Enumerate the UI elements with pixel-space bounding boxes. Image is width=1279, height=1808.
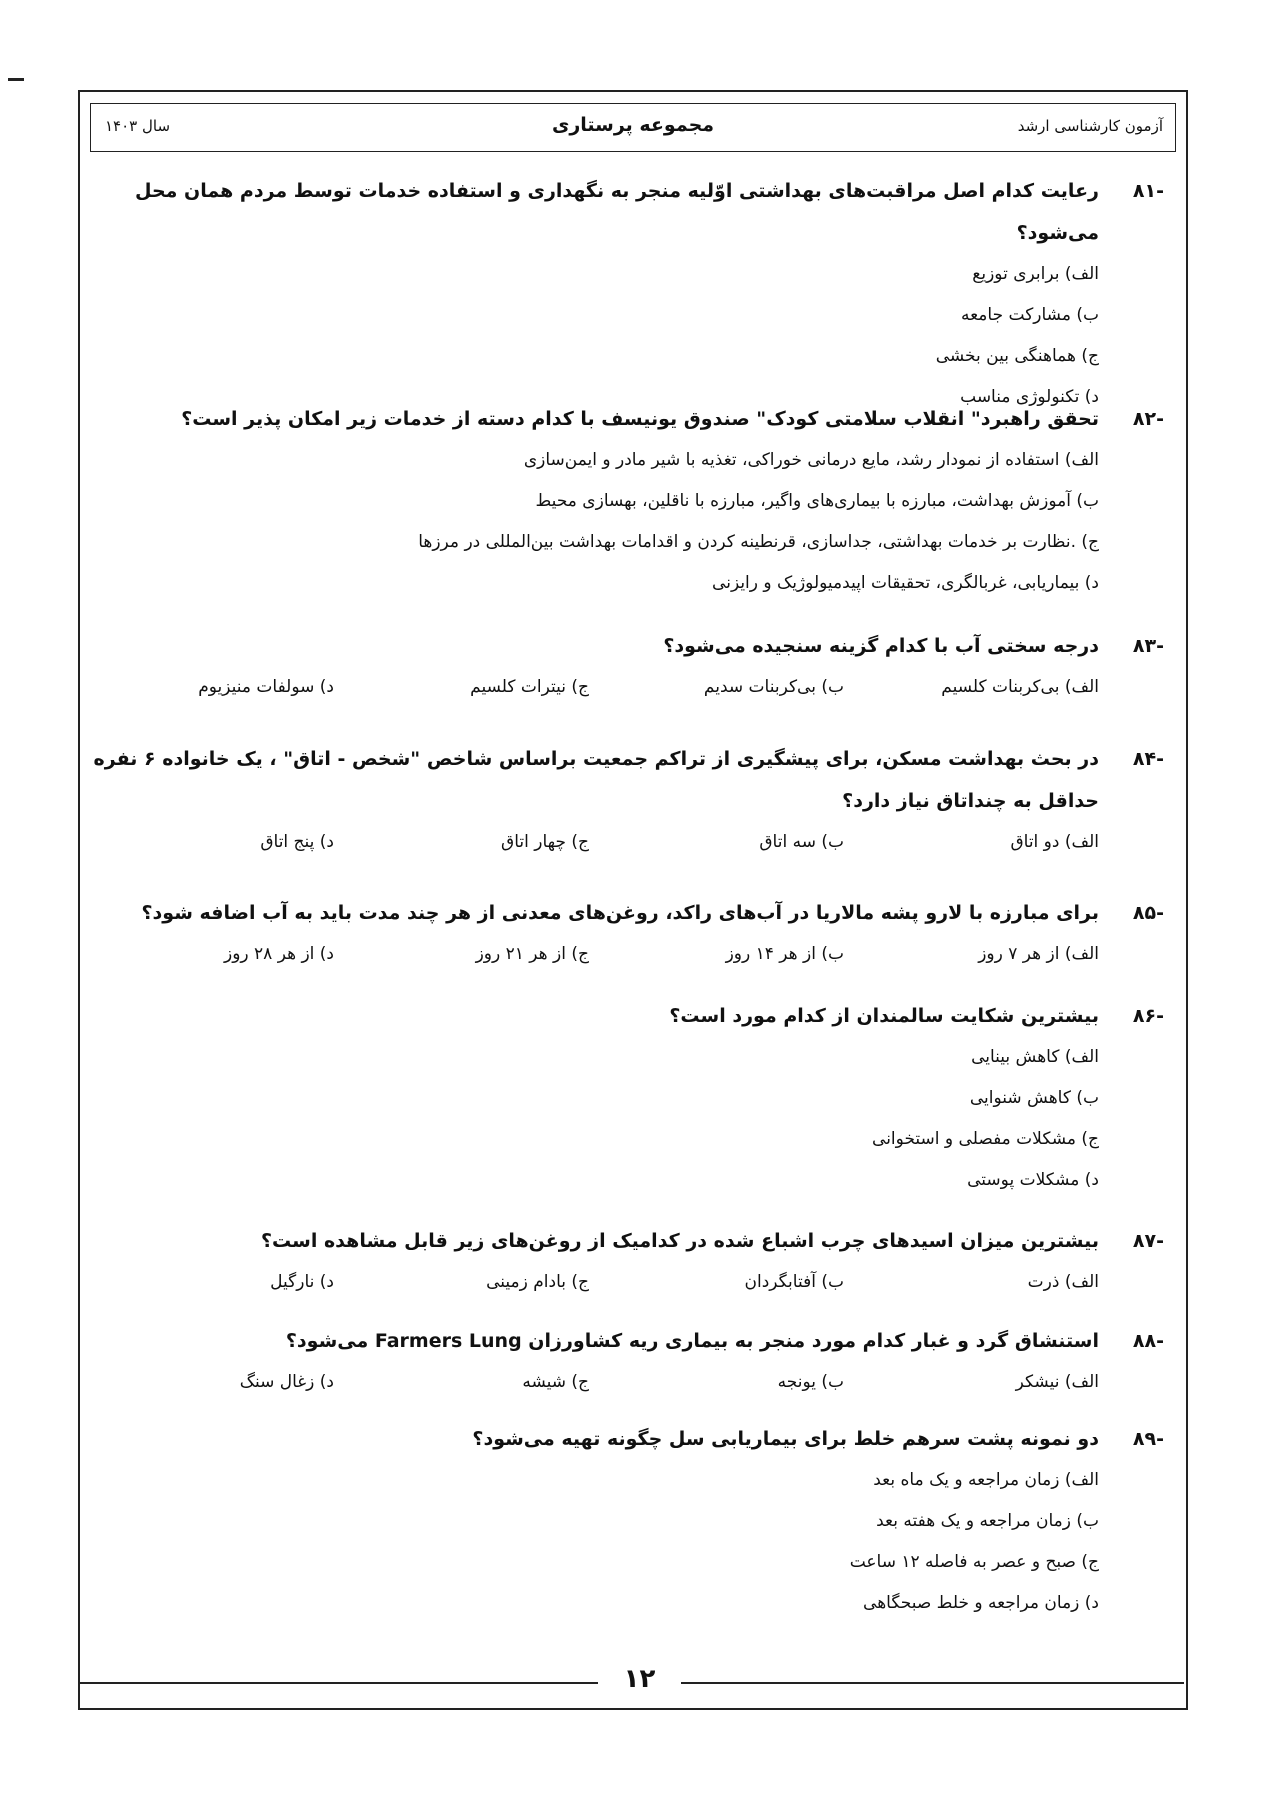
option: ج) بادام زمینی <box>486 1272 589 1292</box>
option: د) زغال سنگ <box>239 1372 334 1392</box>
option: د) از هر ۲۸ روز <box>223 944 334 964</box>
question-text: رعایت کدام اصل مراقبت‌های بهداشتی اوّلیه منجر به نگهداری و استفاده خدمات توسط مردم همان محل می‌شود؟ <box>135 180 1099 244</box>
option: ج) هماهنگی بین بخشی <box>935 346 1099 366</box>
question-86 <box>90 995 1164 1201</box>
option: الف) نیشکر <box>1015 1372 1099 1392</box>
option: د) نارگیل <box>270 1272 334 1292</box>
question-number: -۸۷ <box>1132 1230 1164 1252</box>
exam-year: سال ۱۴۰۳ <box>105 117 171 135</box>
question-87 <box>90 1220 1164 1303</box>
option: ب) یونجه <box>777 1372 844 1392</box>
question-text: استنشاق گرد و غبار کدام مورد منجر به بیماری ریه کشاورزان Farmers Lung می‌شود؟ <box>285 1330 1099 1352</box>
option: ج) شیشه <box>522 1372 589 1392</box>
question-number: -۸۴ <box>1132 748 1164 770</box>
option: الف) دو اتاق <box>1010 832 1099 852</box>
option: ج) .نظارت بر خدمات بهداشتی، جداسازی، قرنطینه کردن و اقدامات بهداشت بین‌المللی در مرزها <box>418 532 1099 552</box>
option: ج) نیترات کلسیم <box>470 677 589 697</box>
question-text: در بحث بهداشت مسکن، برای پیشگیری از تراکم جمعیت براساس شاخص "شخص - اتاق" ، یک خانواده ۶ نفره حداقل به چنداتاق نیاز دارد؟ <box>93 748 1099 812</box>
question-number: -۸۵ <box>1132 902 1164 924</box>
question-81 <box>90 170 1164 418</box>
question-text: درجه سختی آب با کدام گزینه سنجیده می‌شود؟ <box>663 635 1099 657</box>
option: ج) از هر ۲۱ روز <box>475 944 589 964</box>
option: د) زمان مراجعه و خلط صبحگاهی <box>863 1593 1099 1613</box>
option: د) تکنولوژی مناسب <box>960 387 1099 407</box>
question-number: -۸۳ <box>1132 635 1164 657</box>
question-83 <box>90 625 1164 708</box>
page-header <box>90 103 1176 152</box>
option: د) مشکلات پوستی <box>967 1170 1099 1190</box>
question-text: تحقق راهبرد" انقلاب سلامتی کودک" صندوق یونیسف با کدام دسته از خدمات زیر امکان پذیر است؟ <box>181 408 1099 430</box>
option: ب) زمان مراجعه و یک هفته بعد <box>876 1511 1099 1531</box>
page-number: ۱۲ <box>598 1664 682 1694</box>
option: ج) چهار اتاق <box>501 832 589 852</box>
question-82 <box>90 398 1164 604</box>
question-number: -۸۸ <box>1132 1330 1164 1352</box>
question-number: -۸۶ <box>1132 1005 1164 1027</box>
option: الف) ذرت <box>1027 1272 1099 1292</box>
question-text: بیشترین میزان اسیدهای چرب اشباع شده در کدامیک از روغن‌های زیر قابل مشاهده است؟ <box>261 1230 1099 1252</box>
option: الف) زمان مراجعه و یک ماه بعد <box>873 1470 1099 1490</box>
option: ج) صبح و عصر به فاصله ۱۲ ساعت <box>849 1552 1099 1572</box>
exam-title: آزمون کارشناسی ارشد <box>1017 117 1163 135</box>
option: ب) مشارکت جامعه <box>960 305 1099 325</box>
question-number: -۸۹ <box>1132 1428 1164 1450</box>
margin-mark <box>8 78 24 81</box>
page-number-wrap <box>0 1664 1279 1694</box>
question-84 <box>90 738 1164 863</box>
option: الف) استفاده از نمودار رشد، مایع درمانی خوراکی، تغذیه با شیر مادر و ایمن‌سازی <box>523 450 1099 470</box>
option: الف) از هر ۷ روز <box>978 944 1099 964</box>
option: ب) آفتابگردان <box>744 1272 844 1292</box>
question-85 <box>90 892 1164 975</box>
option: د) پنج اتاق <box>260 832 334 852</box>
question-number: -۸۱ <box>1132 180 1164 202</box>
question-text: دو نمونه پشت سرهم خلط برای بیماریابی سل چگونه تهیه می‌شود؟ <box>472 1428 1099 1450</box>
option: ب) سه اتاق <box>759 832 844 852</box>
subject-title: مجموعه پرستاری <box>551 114 715 136</box>
option: ب) کاهش شنوایی <box>969 1088 1099 1108</box>
option: د) سولفات منیزیوم <box>198 677 334 697</box>
option: الف) بی‌کربنات کلسیم <box>941 677 1099 697</box>
option: د) بیماریابی، غربالگری، تحقیقات اپیدمیولوژیک و رایزنی <box>712 573 1099 593</box>
option: الف) برابری توزیع <box>972 264 1099 284</box>
question-number: -۸۲ <box>1132 408 1164 430</box>
option: ج) مشکلات مفصلی و استخوانی <box>872 1129 1099 1149</box>
option: ب) آموزش بهداشت، مبارزه با بیماری‌های واگیر، مبارزه با ناقلین، بهسازی محیط <box>535 491 1099 511</box>
option: ب) بی‌کربنات سدیم <box>703 677 844 697</box>
question-text: بیشترین شکایت سالمندان از کدام مورد است؟ <box>669 1005 1099 1027</box>
question-text: برای مبارزه با لارو پشه مالاریا در آب‌های راکد، روغن‌های معدنی از هر چند مدت باید به آب اضافه شود؟ <box>141 902 1099 924</box>
question-88 <box>90 1320 1164 1403</box>
option: ب) از هر ۱۴ روز <box>725 944 844 964</box>
question-89 <box>90 1418 1164 1624</box>
option: الف) کاهش بینایی <box>971 1047 1099 1067</box>
